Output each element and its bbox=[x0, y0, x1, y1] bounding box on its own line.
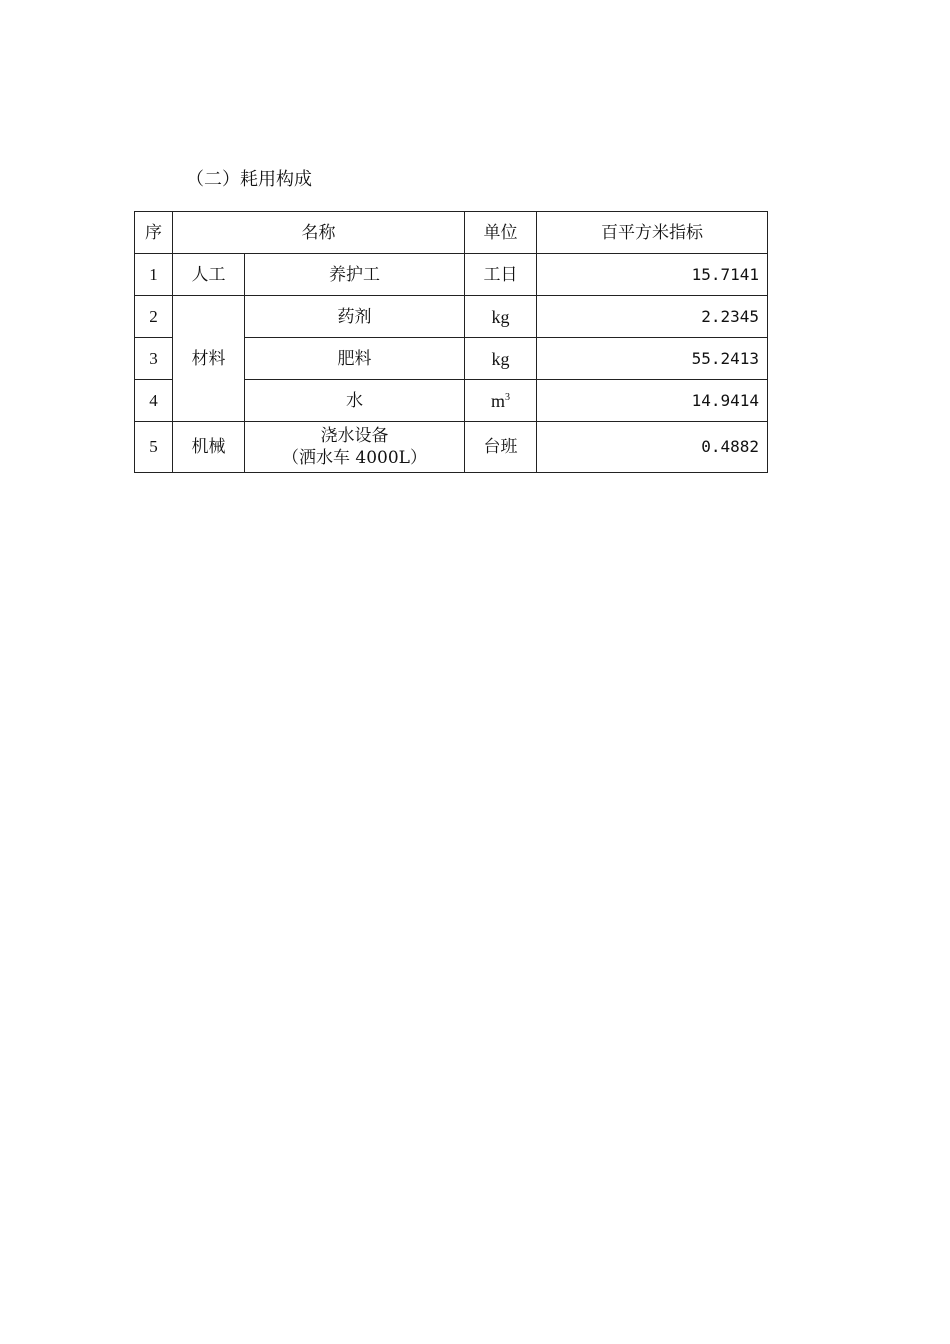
row-value: 0.4882 bbox=[537, 422, 768, 473]
header-unit: 单位 bbox=[465, 212, 537, 254]
row-seq: 2 bbox=[135, 296, 173, 338]
row-unit: 台班 bbox=[465, 422, 537, 473]
row-item: 药剂 bbox=[245, 296, 465, 338]
row-seq: 3 bbox=[135, 338, 173, 380]
header-name: 名称 bbox=[173, 212, 465, 254]
row-item-line1: 浇水设备 bbox=[320, 426, 389, 446]
row-unit bbox=[465, 380, 537, 422]
unit-base: m bbox=[490, 390, 505, 411]
row-value: 55.2413 bbox=[537, 338, 768, 380]
section-title: （二）耗用构成 bbox=[186, 169, 312, 190]
table-row bbox=[135, 296, 768, 338]
row-value: 14.9414 bbox=[537, 380, 768, 422]
row-seq: 1 bbox=[135, 254, 173, 296]
header-seq: 序 bbox=[135, 212, 173, 254]
header-indicator: 百平方米指标 bbox=[537, 212, 768, 254]
row-value: 2.2345 bbox=[537, 296, 768, 338]
row-seq: 5 bbox=[135, 422, 173, 473]
row-item: 养护工 bbox=[245, 254, 465, 296]
consumption-table bbox=[134, 211, 768, 473]
row-value: 15.7141 bbox=[537, 254, 768, 296]
row-item: 肥料 bbox=[245, 338, 465, 380]
table-row bbox=[135, 254, 768, 296]
row-unit: kg bbox=[465, 296, 537, 338]
row-category: 人工 bbox=[173, 254, 245, 296]
row-unit: kg bbox=[465, 338, 537, 380]
row-item bbox=[245, 422, 465, 473]
table-row bbox=[135, 422, 768, 473]
row-seq: 4 bbox=[135, 380, 173, 422]
unit-exponent: 3 bbox=[505, 391, 510, 403]
row-category: 材料 bbox=[173, 296, 245, 422]
row-unit: 工日 bbox=[465, 254, 537, 296]
row-item: 水 bbox=[245, 380, 465, 422]
row-item-line2: （洒水车 4000L） bbox=[282, 448, 427, 468]
table-header-row bbox=[135, 212, 768, 254]
row-category: 机械 bbox=[173, 422, 245, 473]
